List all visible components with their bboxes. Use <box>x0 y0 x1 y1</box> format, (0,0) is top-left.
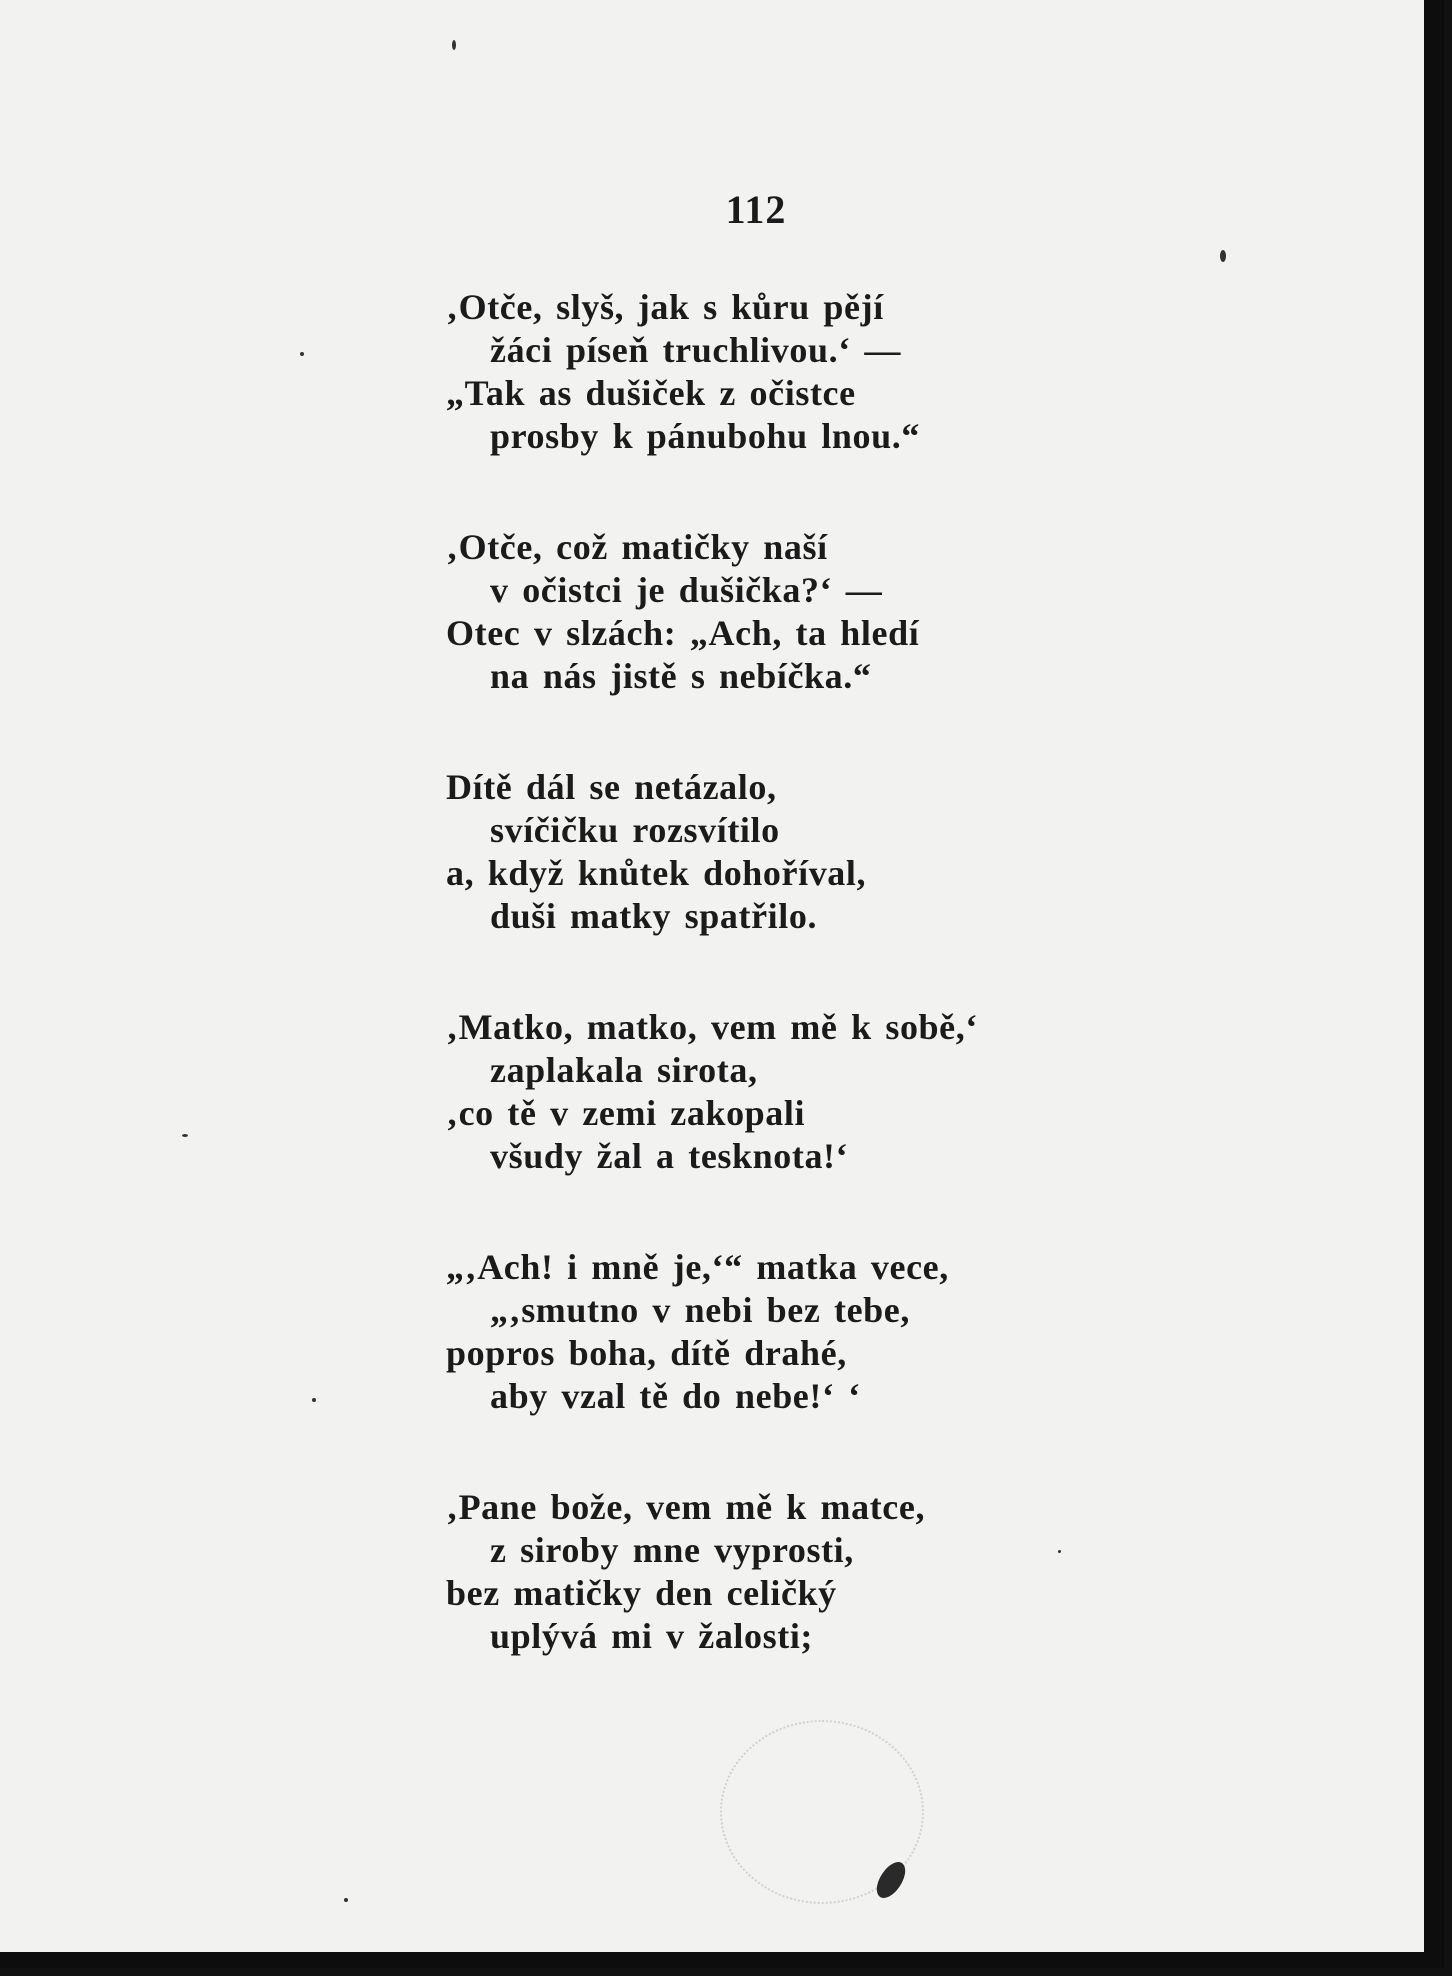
poem-line: ‚Matko, matko, vem mě k sobě,‘ <box>446 1007 978 1047</box>
poem-line: aby vzal tě do nebe!‘ ‘ <box>490 1376 861 1416</box>
scan-speck <box>312 1398 316 1402</box>
poem-line: uplývá mi v žalosti; <box>490 1616 814 1656</box>
poem-line: zaplakala sirota, <box>490 1050 758 1090</box>
poem-line: popros boha, dítě drahé, <box>446 1333 847 1373</box>
poem-line: v očistci je dušička?‘ — <box>490 570 883 610</box>
scan-speck <box>452 40 456 50</box>
poem-line: „‚smutno v nebi bez tebe, <box>490 1290 910 1330</box>
scan-speck <box>182 1134 188 1137</box>
scan-speck <box>1220 250 1226 262</box>
poem-line: prosby k pánubohu lnou.“ <box>490 416 920 456</box>
poem <box>446 286 1066 1726</box>
scan-speck <box>1058 1550 1061 1553</box>
poem-line: duši matky spatřilo. <box>490 896 818 936</box>
poem-line: „Tak as dušiček z očistce <box>446 373 856 413</box>
poem-line: Dítě dál se netázalo, <box>446 767 777 807</box>
poem-line: všudy žal a tesknota!‘ <box>490 1136 849 1176</box>
poem-line: žáci píseň truchlivou.‘ — <box>490 330 901 370</box>
poem-line: na nás jistě s nebíčka.“ <box>490 656 872 696</box>
poem-line: ‚Otče, což matičky naší <box>446 527 828 567</box>
stanza <box>446 1486 1066 1658</box>
poem-line: ‚Pane bože, vem mě k matce, <box>446 1487 926 1527</box>
stanza <box>446 1006 1066 1178</box>
scan-speck <box>300 352 304 356</box>
poem-line: ‚co tě v zemi zakopali <box>446 1093 806 1133</box>
stanza <box>446 1246 1066 1418</box>
scan-speck <box>344 1898 348 1902</box>
page-number: 112 <box>725 187 787 232</box>
poem-line: svíčičku rozsvítilo <box>490 810 780 850</box>
poem-line: Otec v slzách: „Ach, ta hledí <box>446 613 920 653</box>
poem-line: a, když knůtek dohoříval, <box>446 853 867 893</box>
poem-line: z siroby mne vyprosti, <box>490 1530 854 1570</box>
stanza <box>446 526 1066 698</box>
poem-line: ‚Otče, slyš, jak s kůru pějí <box>446 287 884 327</box>
poem-line: bez matičky den celičký <box>446 1573 837 1613</box>
stanza <box>446 766 1066 938</box>
stanza <box>446 286 1066 458</box>
poem-line: „‚Ach! i mně je,‘“ matka vece, <box>446 1247 949 1287</box>
